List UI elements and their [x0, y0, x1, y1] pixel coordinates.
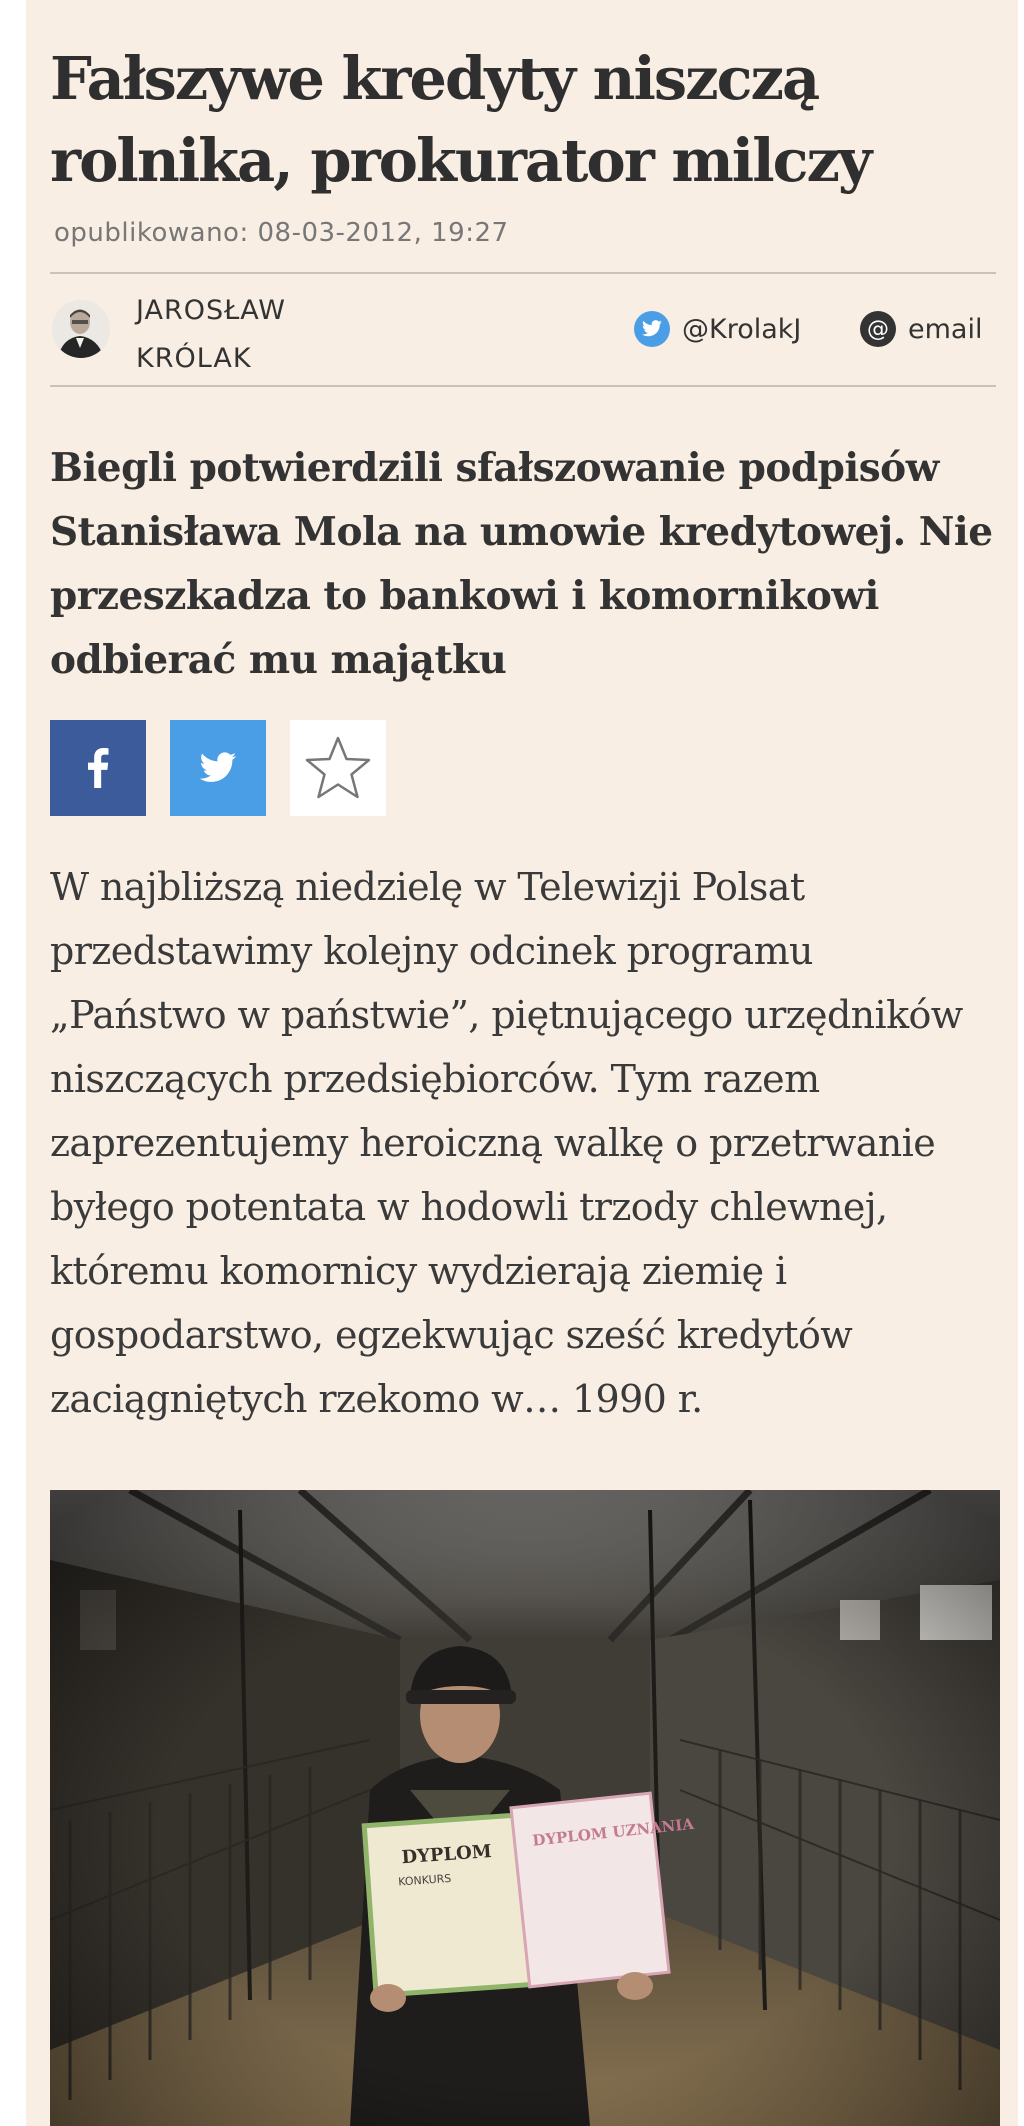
- favorite-button[interactable]: [290, 720, 386, 816]
- article-headline: Fałszywe kredyty niszczą rolnika, prokurator milczy: [50, 44, 871, 195]
- twitter-handle: @KrolakJ: [682, 313, 802, 345]
- email-label: email: [908, 313, 983, 345]
- author-name[interactable]: [136, 287, 286, 383]
- star-outline-icon: [303, 735, 373, 801]
- article-page: [26, 0, 1018, 2126]
- article-lead: Biegli potwierdzili sfałszowanie podpisów Stanisława Mola na umowie kredytowej. Nie przeszkadza to bankowi i komornikowi odbierać mu majątku: [50, 445, 993, 683]
- author-last-name: KRÓLAK: [136, 343, 252, 374]
- farmer-barn-photo: [50, 1490, 1000, 2126]
- share-facebook-button[interactable]: [50, 720, 146, 816]
- divider-top: [50, 272, 996, 274]
- published-label: opublikowano:: [54, 218, 249, 248]
- published-datetime: 08-03-2012, 19:27: [257, 218, 509, 248]
- author-twitter-link[interactable]: [634, 310, 801, 348]
- twitter-icon: [634, 311, 670, 347]
- article-body: W najbliższą niedzielę w Telewizji Polsat przedstawimy kolejny odcinek programu „Państwo w państwie”, piętnującego urzędników niszczących przedsiębiorców. Tym razem zaprezentujemy heroiczną walkę o przetrwanie byłego potentata w hodowli trzody chlewnej, któremu komornicy wydzierają ziemię i gospodarstwo, egzekwując sześć kredytów zaciągniętych rzekomo w… 1990 r.: [50, 865, 963, 1421]
- article-photo[interactable]: [50, 1490, 1000, 2126]
- author-email-link[interactable]: [860, 310, 982, 348]
- twitter-bird-icon: [198, 752, 238, 785]
- divider-bottom: [50, 385, 996, 387]
- author-first-name: JAROSŁAW: [136, 295, 286, 326]
- share-twitter-button[interactable]: [170, 720, 266, 816]
- facebook-f-icon: [85, 748, 111, 788]
- author-avatar[interactable]: [52, 300, 110, 358]
- publication-date: [54, 218, 509, 248]
- author-portrait-icon: [52, 300, 110, 358]
- at-sign-icon: @: [860, 311, 896, 347]
